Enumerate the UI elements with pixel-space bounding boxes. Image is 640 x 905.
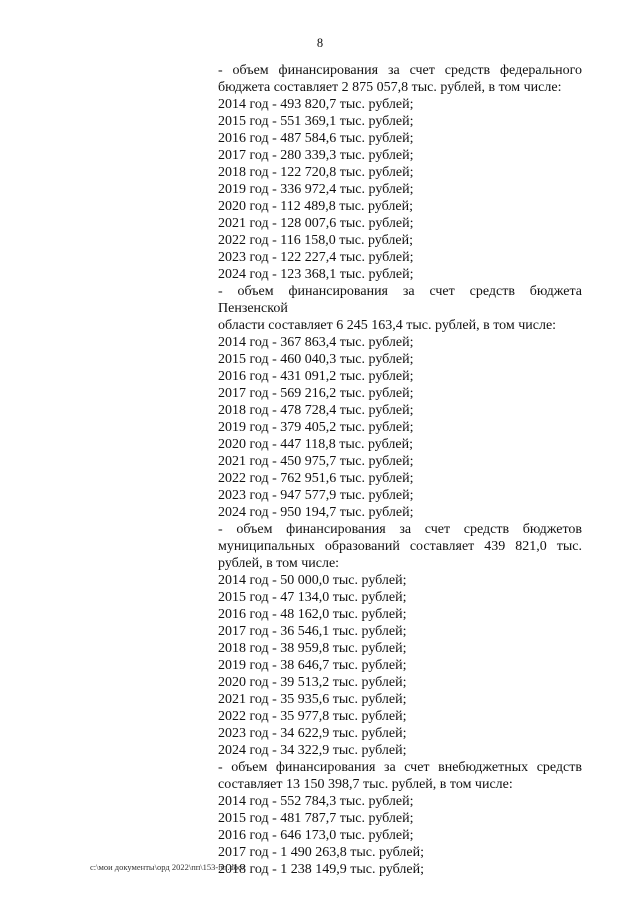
text-line: - объем финансирования за счет внебюджетных средств [218, 760, 582, 775]
text-line: 2017 год - 569 216,2 тыс. рублей; [218, 386, 414, 401]
text-line: 2020 год - 447 118,8 тыс. рублей; [218, 437, 413, 452]
text-line: 2022 год - 116 158,0 тыс. рублей; [218, 233, 413, 248]
text-line: муниципальных образований составляет 439 821,0 тыс. [218, 539, 582, 554]
text-line: 2021 год - 35 935,6 тыс. рублей; [218, 692, 407, 707]
text-line: 2015 год - 551 369,1 тыс. рублей; [218, 114, 414, 129]
text-line: - объем финансирования за счет средств бюджетов [218, 522, 582, 537]
text-line: 2018 год - 122 720,8 тыс. рублей; [218, 165, 414, 180]
text-line: 2015 год - 460 040,3 тыс. рублей; [218, 352, 414, 367]
text-line: 2016 год - 646 173,0 тыс. рублей; [218, 828, 414, 843]
text-line: бюджета составляет 2 875 057,8 тыс. рублей, в том числе: [218, 80, 562, 95]
text-line: 2019 год - 336 972,4 тыс. рублей; [218, 182, 414, 197]
document-body [218, 62, 582, 878]
text-line: составляет 13 150 398,7 тыс. рублей, в том числе: [218, 777, 513, 792]
text-line: 2016 год - 48 162,0 тыс. рублей; [218, 607, 407, 622]
page-number: 8 [316, 36, 324, 50]
text-line: 2019 год - 38 646,7 тыс. рублей; [218, 658, 407, 673]
text-line: 2015 год - 47 134,0 тыс. рублей; [218, 590, 407, 605]
text-line: 2023 год - 34 622,9 тыс. рублей; [218, 726, 407, 741]
text-line: 2023 год - 122 227,4 тыс. рублей; [218, 250, 414, 265]
text-line: 2021 год - 128 007,6 тыс. рублей; [218, 216, 414, 231]
text-line: 2020 год - 39 513,2 тыс. рублей; [218, 675, 407, 690]
text-line: 2014 год - 552 784,3 тыс. рублей; [218, 794, 414, 809]
text-line: 2018 год - 1 238 149,9 тыс. рублей; [218, 862, 425, 877]
text-line: 2017 год - 280 339,3 тыс. рублей; [218, 148, 414, 163]
text-line: - объем финансирования за счет средств бюджета Пензенской [218, 284, 582, 316]
text-line: 2023 год - 947 577,9 тыс. рублей; [218, 488, 414, 503]
text-line: 2020 год - 112 489,8 тыс. рублей; [218, 199, 413, 214]
text-line: 2016 год - 487 584,6 тыс. рублей; [218, 131, 414, 146]
text-line: области составляет 6 245 163,4 тыс. рублей, в том числе: [218, 318, 557, 333]
text-line: 2017 год - 36 546,1 тыс. рублей; [218, 624, 407, 639]
text-line: 2024 год - 34 322,9 тыс. рублей; [218, 743, 407, 758]
text-line: 2024 год - 123 368,1 тыс. рублей; [218, 267, 414, 282]
text-line: 2017 год - 1 490 263,8 тыс. рублей; [218, 845, 425, 860]
text-line: 2014 год - 367 863,4 тыс. рублей; [218, 335, 414, 350]
text-line: 2021 год - 450 975,7 тыс. рублей; [218, 454, 414, 469]
text-line: 2024 год - 950 194,7 тыс. рублей; [218, 505, 414, 520]
text-line: 2022 год - 35 977,8 тыс. рублей; [218, 709, 407, 724]
text-line: 2018 год - 478 728,4 тыс. рублей; [218, 403, 414, 418]
text-line: 2016 год - 431 091,2 тыс. рублей; [218, 369, 414, 384]
text-line: рублей, в том числе: [218, 556, 340, 571]
footer-file-path: c:\мои документы\орд 2022\пп\153-пп.docx [90, 862, 246, 872]
text-line: 2014 год - 493 820,7 тыс. рублей; [218, 97, 414, 112]
text-line: 2022 год - 762 951,6 тыс. рублей; [218, 471, 414, 486]
text-line: 2018 год - 38 959,8 тыс. рублей; [218, 641, 407, 656]
text-line: 2014 год - 50 000,0 тыс. рублей; [218, 573, 407, 588]
text-line: - объем финансирования за счет средств федерального [218, 63, 582, 78]
text-line: 2015 год - 481 787,7 тыс. рублей; [218, 811, 414, 826]
text-line: 2019 год - 379 405,2 тыс. рублей; [218, 420, 414, 435]
